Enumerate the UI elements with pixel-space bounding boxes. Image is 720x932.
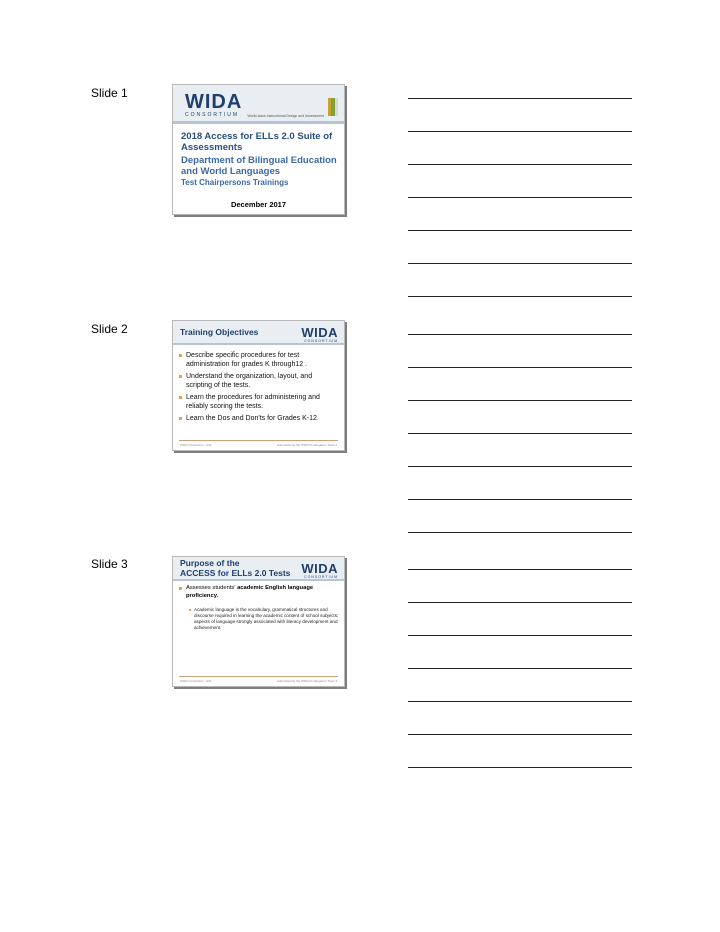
- slide-1-date: December 2017: [230, 200, 287, 209]
- slide-1-title: 2018 Access for ELLs 2.0 Suite of Assessments: [181, 131, 333, 153]
- note-line: [408, 131, 632, 132]
- slide-3-bullet: Assesses students' academic English language proficiency.: [179, 585, 344, 600]
- note-line: [408, 230, 632, 231]
- slide-2-footer-left: WIDA Consortium · ESL: [180, 443, 213, 447]
- slide-1-thumbnail: [172, 84, 345, 215]
- wida-logo: WIDA: [301, 561, 338, 576]
- color-bars-icon: [328, 98, 338, 116]
- slide-2-bullet-list: [179, 351, 339, 426]
- note-line: [408, 296, 632, 297]
- note-line: [408, 767, 632, 768]
- wida-consortium-text: CONSORTIUM: [185, 112, 240, 118]
- slide-2-title: Training Objectives: [180, 327, 259, 337]
- slide-2-label: Slide 2: [91, 322, 128, 336]
- slide-3-thumbnail: [172, 556, 345, 687]
- note-line: [408, 263, 632, 264]
- slide-3-footer-left: WIDA Consortium · ESL: [180, 679, 213, 683]
- slide-1-department: Department of Bilingual Education and World Languages: [181, 155, 337, 177]
- note-line: [408, 532, 632, 533]
- wida-logo: WIDA: [185, 91, 243, 113]
- note-line: [408, 602, 632, 603]
- note-line: [408, 367, 632, 368]
- list-item: Learn the procedures for administering and reliably scoring the tests.: [179, 393, 339, 411]
- wida-tagline: World-class Instructional Design and Assessment: [247, 114, 324, 118]
- header-divider: [173, 121, 344, 124]
- note-line: [408, 499, 632, 500]
- slide-3-footer-rule: [179, 676, 338, 677]
- note-line: [408, 197, 632, 198]
- slide-3-header-rule: [173, 579, 344, 581]
- slide-2-thumbnail: [172, 320, 345, 451]
- wida-logo: WIDA: [301, 325, 338, 340]
- slide-1-label: Slide 1: [91, 86, 128, 100]
- slide-3-sub-bullet: Academic language is the vocabulary, grammatical structures and discourse required in learning the academic content of school subjects; aspects of language strongly associated with literacy development and achievement.: [189, 607, 342, 631]
- note-line: [408, 734, 632, 735]
- slide-2-header-rule: [173, 343, 344, 345]
- note-line: [408, 164, 632, 165]
- note-line: [408, 334, 632, 335]
- slide-3-footer-right: Administering the WIDA Kindergarten Tests 3: [277, 679, 337, 683]
- note-line: [408, 569, 632, 570]
- slide-2-footer-rule: [179, 440, 338, 441]
- wida-consortium-text: CONSORTIUM: [304, 339, 338, 343]
- slide-3-title: Purpose of the ACCESS for ELLs 2.0 Tests: [180, 558, 291, 578]
- slide-1-subtitle: Test Chairpersons Trainings: [181, 178, 289, 187]
- note-line: [408, 635, 632, 636]
- list-item: Learn the Dos and Don'ts for Grades K-12.: [179, 414, 339, 423]
- list-item: Understand the organization, layout, and scripting of the tests.: [179, 372, 339, 390]
- note-line: [408, 701, 632, 702]
- note-line: [408, 433, 632, 434]
- slide-2-footer-right: Administering the WIDA Kindergarten Tests 2: [277, 443, 337, 447]
- list-item: Describe specific procedures for test administration for grades K through12 .: [179, 351, 339, 369]
- note-line: [408, 98, 632, 99]
- note-line: [408, 400, 632, 401]
- wida-consortium-text: CONSORTIUM: [304, 575, 338, 579]
- slide-3-label: Slide 3: [91, 557, 128, 571]
- note-line: [408, 466, 632, 467]
- note-line: [408, 668, 632, 669]
